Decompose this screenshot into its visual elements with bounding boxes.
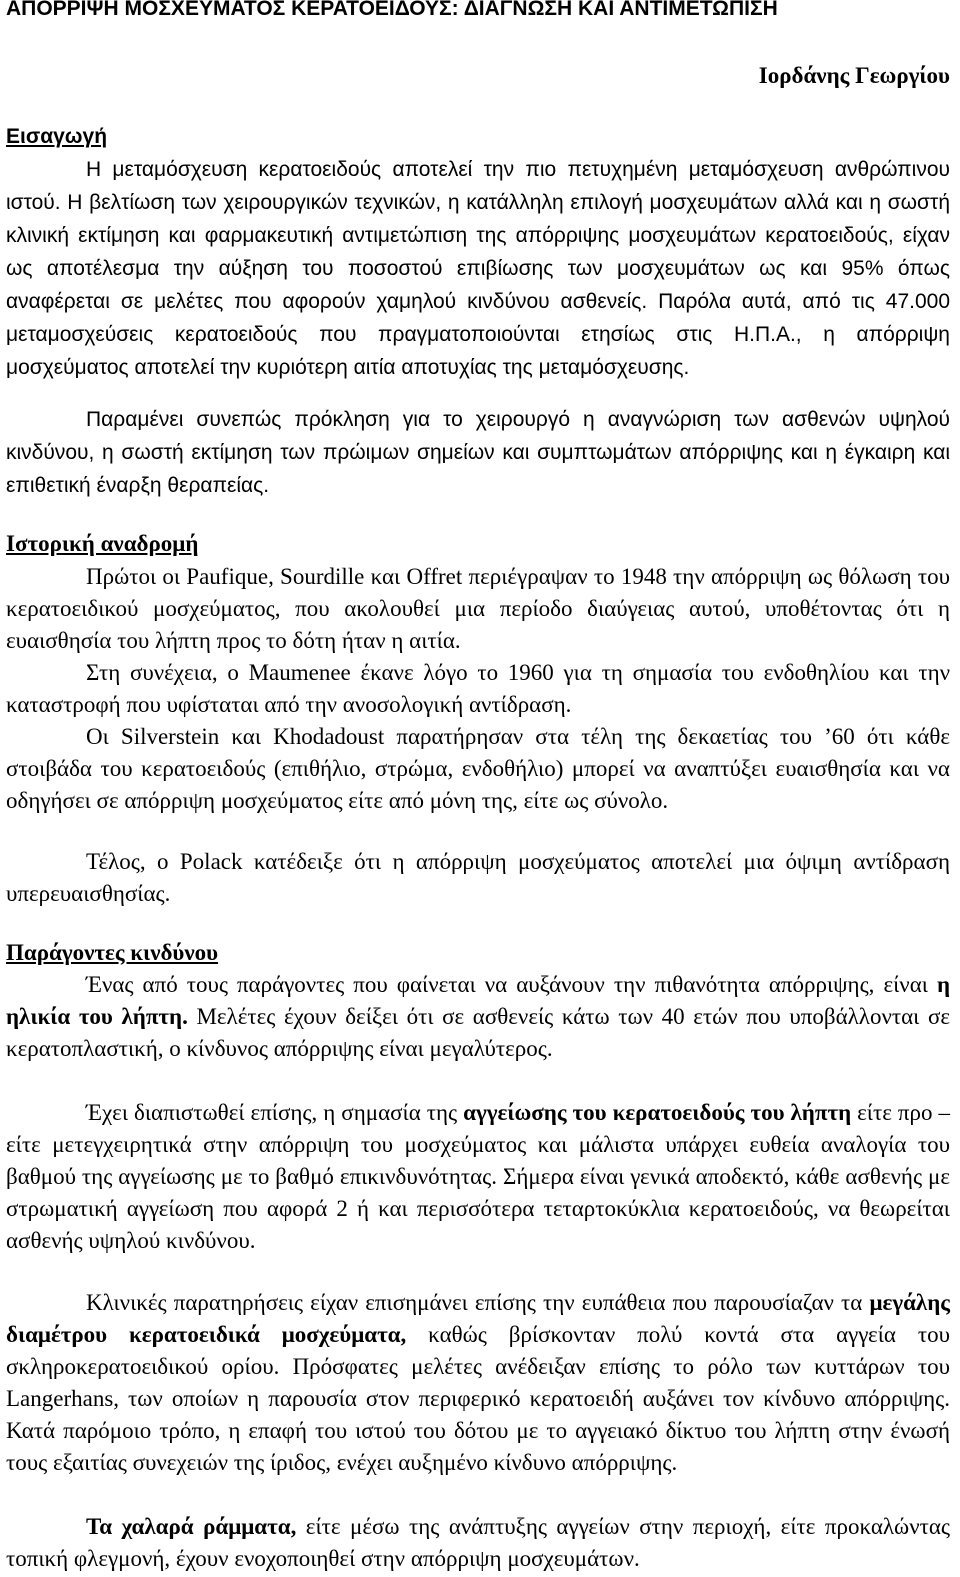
risk-3-text-a: Κλινικές παρατηρήσεις είχαν επισημάνει επίσης την ευπάθεια που παρουσίαζαν τα <box>86 1290 870 1315</box>
paragraph-risk-4 <box>6 1511 950 1575</box>
paragraph-intro-2: Παραμένει συνεπώς πρόκληση για το χειρουργό η αναγνώριση των ασθενών υψηλού κινδύνου, η σωστή εκτίμηση των πρώιμων σημείων και συμπτωμάτων απόρριψης και η έγκαιρη και επιθετική έναρξη θεραπείας. <box>6 408 950 497</box>
risk-2-text-c: είτε προ – είτε μετεγχειρητικά στην απόρριψη του μοσχεύματος και μάλιστα υπάρχει ευθεία αναλογία του βαθμού της αγγείωσης με το βαθμό επικινδυνότητας. Σήμερα είναι γενικά αποδεκτό, κάθε ασθενής με στρωματική αγγείωση που αφορά 2 ή και περισσότερα τεταρτοκύκλια κερατοειδούς, να θεωρείται ασθενής υψηλού κινδύνου. <box>6 1100 950 1254</box>
paragraph-history-2: Στη συνέχεια, ο Maumenee έκανε λόγο το 1960 για τη σημασία του ενδοθηλίου και την καταστροφή που υφίσταται από την ανοσολογική αντίδραση. <box>6 660 950 718</box>
risk-1-text-a: Ένας από τους παράγοντες που φαίνεται να αυξάνουν την πιθανότητα απόρριψης, είναι <box>86 972 937 997</box>
risk-1-text-c: Μελέτες έχουν δείξει ότι σε ασθενείς κάτω των 40 ετών που υποβάλλονται σε κερατοπλαστική, ο κίνδυνος απόρριψης είναι μεγαλύτερος. <box>6 1004 951 1062</box>
risk-1-emphasis: η ηλικία του λήπτη. <box>6 972 950 1030</box>
risk-2-text-a: Έχει διαπιστωθεί επίσης, η σημασία της <box>86 1100 464 1125</box>
paragraph-history-3: Οι Silverstein και Khodadoust παρατήρησαν στα τέλη της δεκαετίας του ’60 ότι κάθε στοιβάδα του κερατοειδούς (επιθήλιο, στρώμα, ενδοθήλιο) μπορεί να αναπτύξει ευαισθησία και να οδηγήσει σε απόρριψη μοσχεύματος είτε από μόνη της, είτε ως σύνολο. <box>6 724 950 814</box>
risk-3-text-c: καθώς βρίσκονταν πολύ κοντά στα αγγεία του σκληροκερατοειδικού ορίου. Πρόσφατες μελέτες ανέδειξαν επίσης το ρόλο των κυττάρων του Langerhans, των οποίων η παρουσία στον περιφερικό κερατοειδή αυξάνει τον κίνδυνο απόρριψης. Κατά παρόμοιο τρόπο, η επαφή του ιστού του δότου με το αγγειακό δίκτυο του λήπτη στην ένωσή τους εξαιτίας συνεχειών της ίριδος, ενέχει αυξημένο κίνδυνο απόρριψης. <box>6 1322 950 1476</box>
risk-4-emphasis: Τα χαλαρά ράμματα, <box>86 1514 297 1539</box>
author-name: Ιορδάνης Γεωργίου <box>758 63 950 88</box>
risk-2-emphasis: αγγείωσης του κερατοειδούς του λήπτη <box>463 1100 852 1125</box>
section-heading-history: Ιστορική αναδρομή <box>6 531 199 556</box>
paragraph-history-1: Πρώτοι οι Paufique, Sourdille και Offret περιέγραψαν το 1948 την απόρριψη ως θόλωση του κερατοειδικού μοσχεύματος, που ακολουθεί μια περίοδο διαύγειας αυτού, υποθέτοντας ότι η ευαισθησία του λήπτη προς το δότη ήταν η αιτία. <box>6 564 950 654</box>
section-heading-introduction: Εισαγωγή <box>6 125 108 148</box>
document-title: ΑΠΟΡΡΙΨΗ ΜΟΣΧΕΥΜΑΤΟΣ ΚΕΡΑΤΟΕΙΔΟΥΣ: ΔΙΑΓΝΩΣΗ ΚΑΙ ΑΝΤΙΜΕΤΩΠΙΣΗ <box>6 0 778 20</box>
paragraph-history-4: Τέλος, ο Polack κατέδειξε ότι η απόρριψη μοσχεύματος αποτελεί μια όψιμη αντίδραση υπερευαισθησίας. <box>6 849 950 907</box>
section-heading-risk-factors: Παράγοντες κινδύνου <box>6 940 219 965</box>
risk-3-emphasis: μεγάλης διαμέτρου κερατοειδικά μοσχεύματα, <box>6 1290 950 1348</box>
paragraph-intro-1: Η μεταμόσχευση κερατοειδούς αποτελεί την πιο πετυχημένη μεταμόσχευση ανθρώπινου ιστού. Η βελτίωση των χειρουργικών τεχνικών, η κατάλληλη επιλογή μοσχευμάτων αλλά και η σωστή κλινική εκτίμηση και φαρμακευτική αντιμετώπιση της απόρριψης μοσχευμάτων κερατοειδούς, είχαν ως αποτέλεσμα την αύξηση του ποσοστού επιβίωσης των μοσχευμάτων ως και 95% όπως αναφέρεται σε μελέτες που αφορούν χαμηλού κινδύνου ασθενείς. Παρόλα αυτά, από τις 47.000 μεταμοσχεύσεις κερατοειδούς που πραγματοποιούνται ετησίως στις Η.Π.Α., η απόρριψη μοσχεύματος αποτελεί την κυριότερη αιτία αποτυχίας της μεταμόσχευσης. <box>6 158 950 379</box>
paragraph-risk-3 <box>6 1287 950 1480</box>
paragraph-risk-2 <box>6 1097 950 1257</box>
risk-4-text-b: είτε μέσω της ανάπτυξης αγγείων στην περιοχή, είτε προκαλώντας τοπική φλεγμονή, έχουν ενοχοποιηθεί στην απόρριψη μοσχευμάτων. <box>6 1514 950 1572</box>
paragraph-risk-1 <box>6 969 950 1065</box>
